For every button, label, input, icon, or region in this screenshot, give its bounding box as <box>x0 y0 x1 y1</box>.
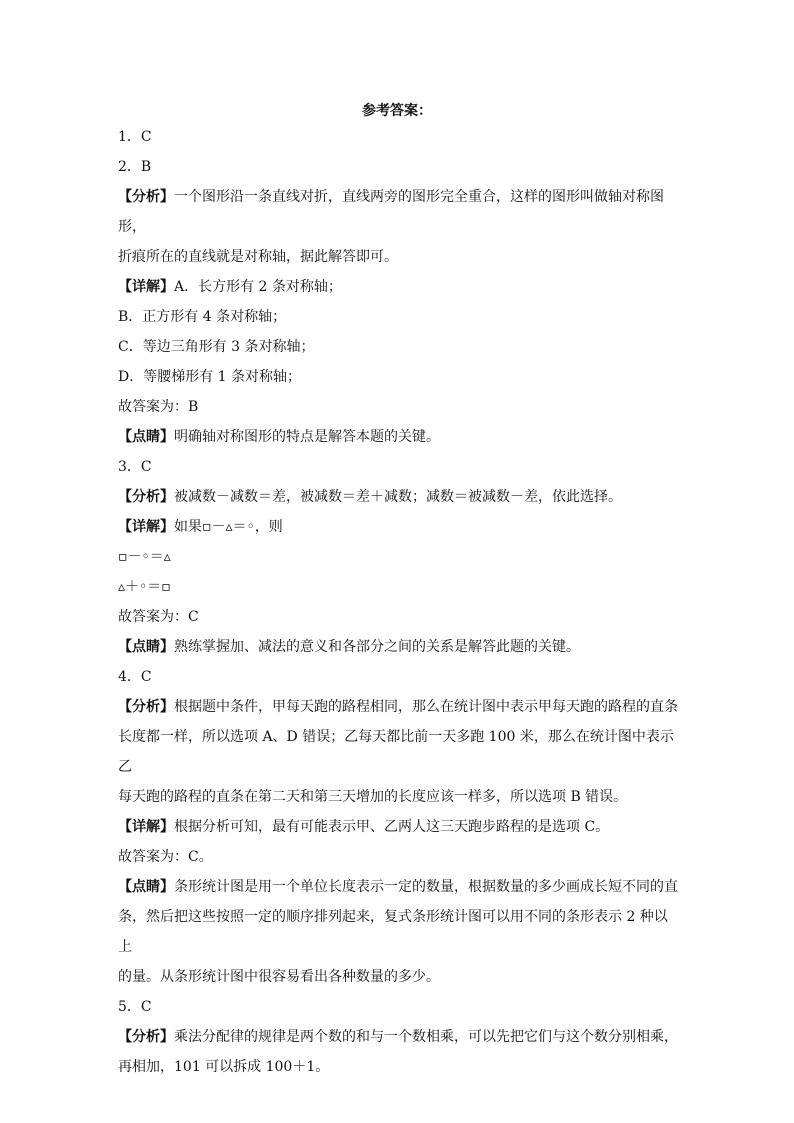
q2-detail-text: A．长方形有 2 条对称轴； <box>174 279 342 295</box>
q2-detail-d: D．等腰梯形有 1 条对称轴； <box>118 369 302 385</box>
analysis-tag: 【分析】 <box>118 1029 174 1045</box>
q4-analysis-cont2: 每天跑的路程的直条在第二天和第三天增加的长度应该一样多，所以选项 B 错误。 <box>118 789 628 805</box>
q2-detail <box>118 272 678 302</box>
q3-conclusion: 故答案为：C <box>118 609 199 625</box>
q4-detail <box>118 812 678 842</box>
q4-analysis <box>118 692 678 722</box>
comment-tag: 【点睛】 <box>118 429 174 445</box>
q3-comment <box>118 632 678 662</box>
detail-tag: 【详解】 <box>118 279 174 295</box>
q4-analysis-cont1: 长度都一样，所以选项 A、D 错误；乙每天都比前一天多跑 100 米，那么在统计图中表示乙 <box>118 729 674 775</box>
q4-comment-text: 条形统计图是用一个单位长度表示一定的数量，根据数量的多少画成长短不同的直 <box>174 879 678 895</box>
q3-analysis <box>118 482 678 512</box>
q4-detail-text: 根据分析可知，最有可能表示甲、乙两人这三天跑步路程的是选项 C。 <box>174 819 610 835</box>
detail-tag: 【详解】 <box>118 519 174 535</box>
analysis-tag: 【分析】 <box>118 189 174 205</box>
q3-analysis-text: 被减数－减数＝差，被减数＝差＋减数；减数＝被减数－差，依此选择。 <box>174 489 622 505</box>
q2-detail-c: C．等边三角形有 3 条对称轴； <box>118 339 315 355</box>
q2-answer: 2．B <box>118 159 152 175</box>
q3-detail-eq1: ▫－◦＝▵ <box>118 549 171 565</box>
answer-content <box>118 122 678 1082</box>
q3-detail-eq2: ▵＋◦＝▫ <box>118 579 171 595</box>
page-title: 参考答案： <box>362 103 432 119</box>
q1-answer: 1．C <box>118 129 152 145</box>
q4-analysis-text: 根据题中条件，甲每天跑的路程相同，那么在统计图中表示甲每天跑的路程的直条 <box>174 699 678 715</box>
q3-detail-text: 如果▫－▵＝◦，则 <box>174 519 283 535</box>
q2-analysis-text: 一个图形沿一条直线对折，直线两旁的图形完全重合，这样的图形叫做轴对称图形， <box>118 189 664 235</box>
q5-analysis <box>118 1022 678 1052</box>
q2-analysis <box>118 182 678 242</box>
q3-detail <box>118 512 678 542</box>
comment-tag: 【点睛】 <box>118 639 174 655</box>
q2-analysis-cont: 折痕所在的直线就是对称轴，据此解答即可。 <box>118 249 398 265</box>
analysis-tag: 【分析】 <box>118 489 174 505</box>
q2-comment <box>118 422 678 452</box>
q5-analysis-text: 乘法分配律的规律是两个数的和与一个数相乘，可以先把它们与这个数分别相乘， <box>174 1029 678 1045</box>
q4-comment-cont2: 的量。从条形统计图中很容易看出各种数量的多少。 <box>118 969 440 985</box>
q2-detail-b: B．正方形有 4 条对称轴； <box>118 309 287 325</box>
q2-comment-text: 明确轴对称图形的特点是解答本题的关键。 <box>174 429 440 445</box>
q5-answer: 5．C <box>118 999 152 1015</box>
q3-answer: 3．C <box>118 459 152 475</box>
q4-conclusion: 故答案为：C。 <box>118 849 213 865</box>
q4-answer: 4．C <box>118 669 152 685</box>
q3-comment-text: 熟练掌握加、减法的意义和各部分之间的关系是解答此题的关键。 <box>174 639 580 655</box>
analysis-tag: 【分析】 <box>118 699 174 715</box>
q4-comment <box>118 872 678 902</box>
q5-analysis-cont: 再相加，101 可以拆成 100＋1。 <box>118 1059 330 1075</box>
comment-tag: 【点睛】 <box>118 879 174 895</box>
q2-conclusion: 故答案为：B <box>118 399 199 415</box>
q4-comment-cont1: 条，然后把这些按照一定的顺序排列起来，复式条形统计图可以用不同的条形表示 2 种以上 <box>118 909 668 955</box>
detail-tag: 【详解】 <box>118 819 174 835</box>
